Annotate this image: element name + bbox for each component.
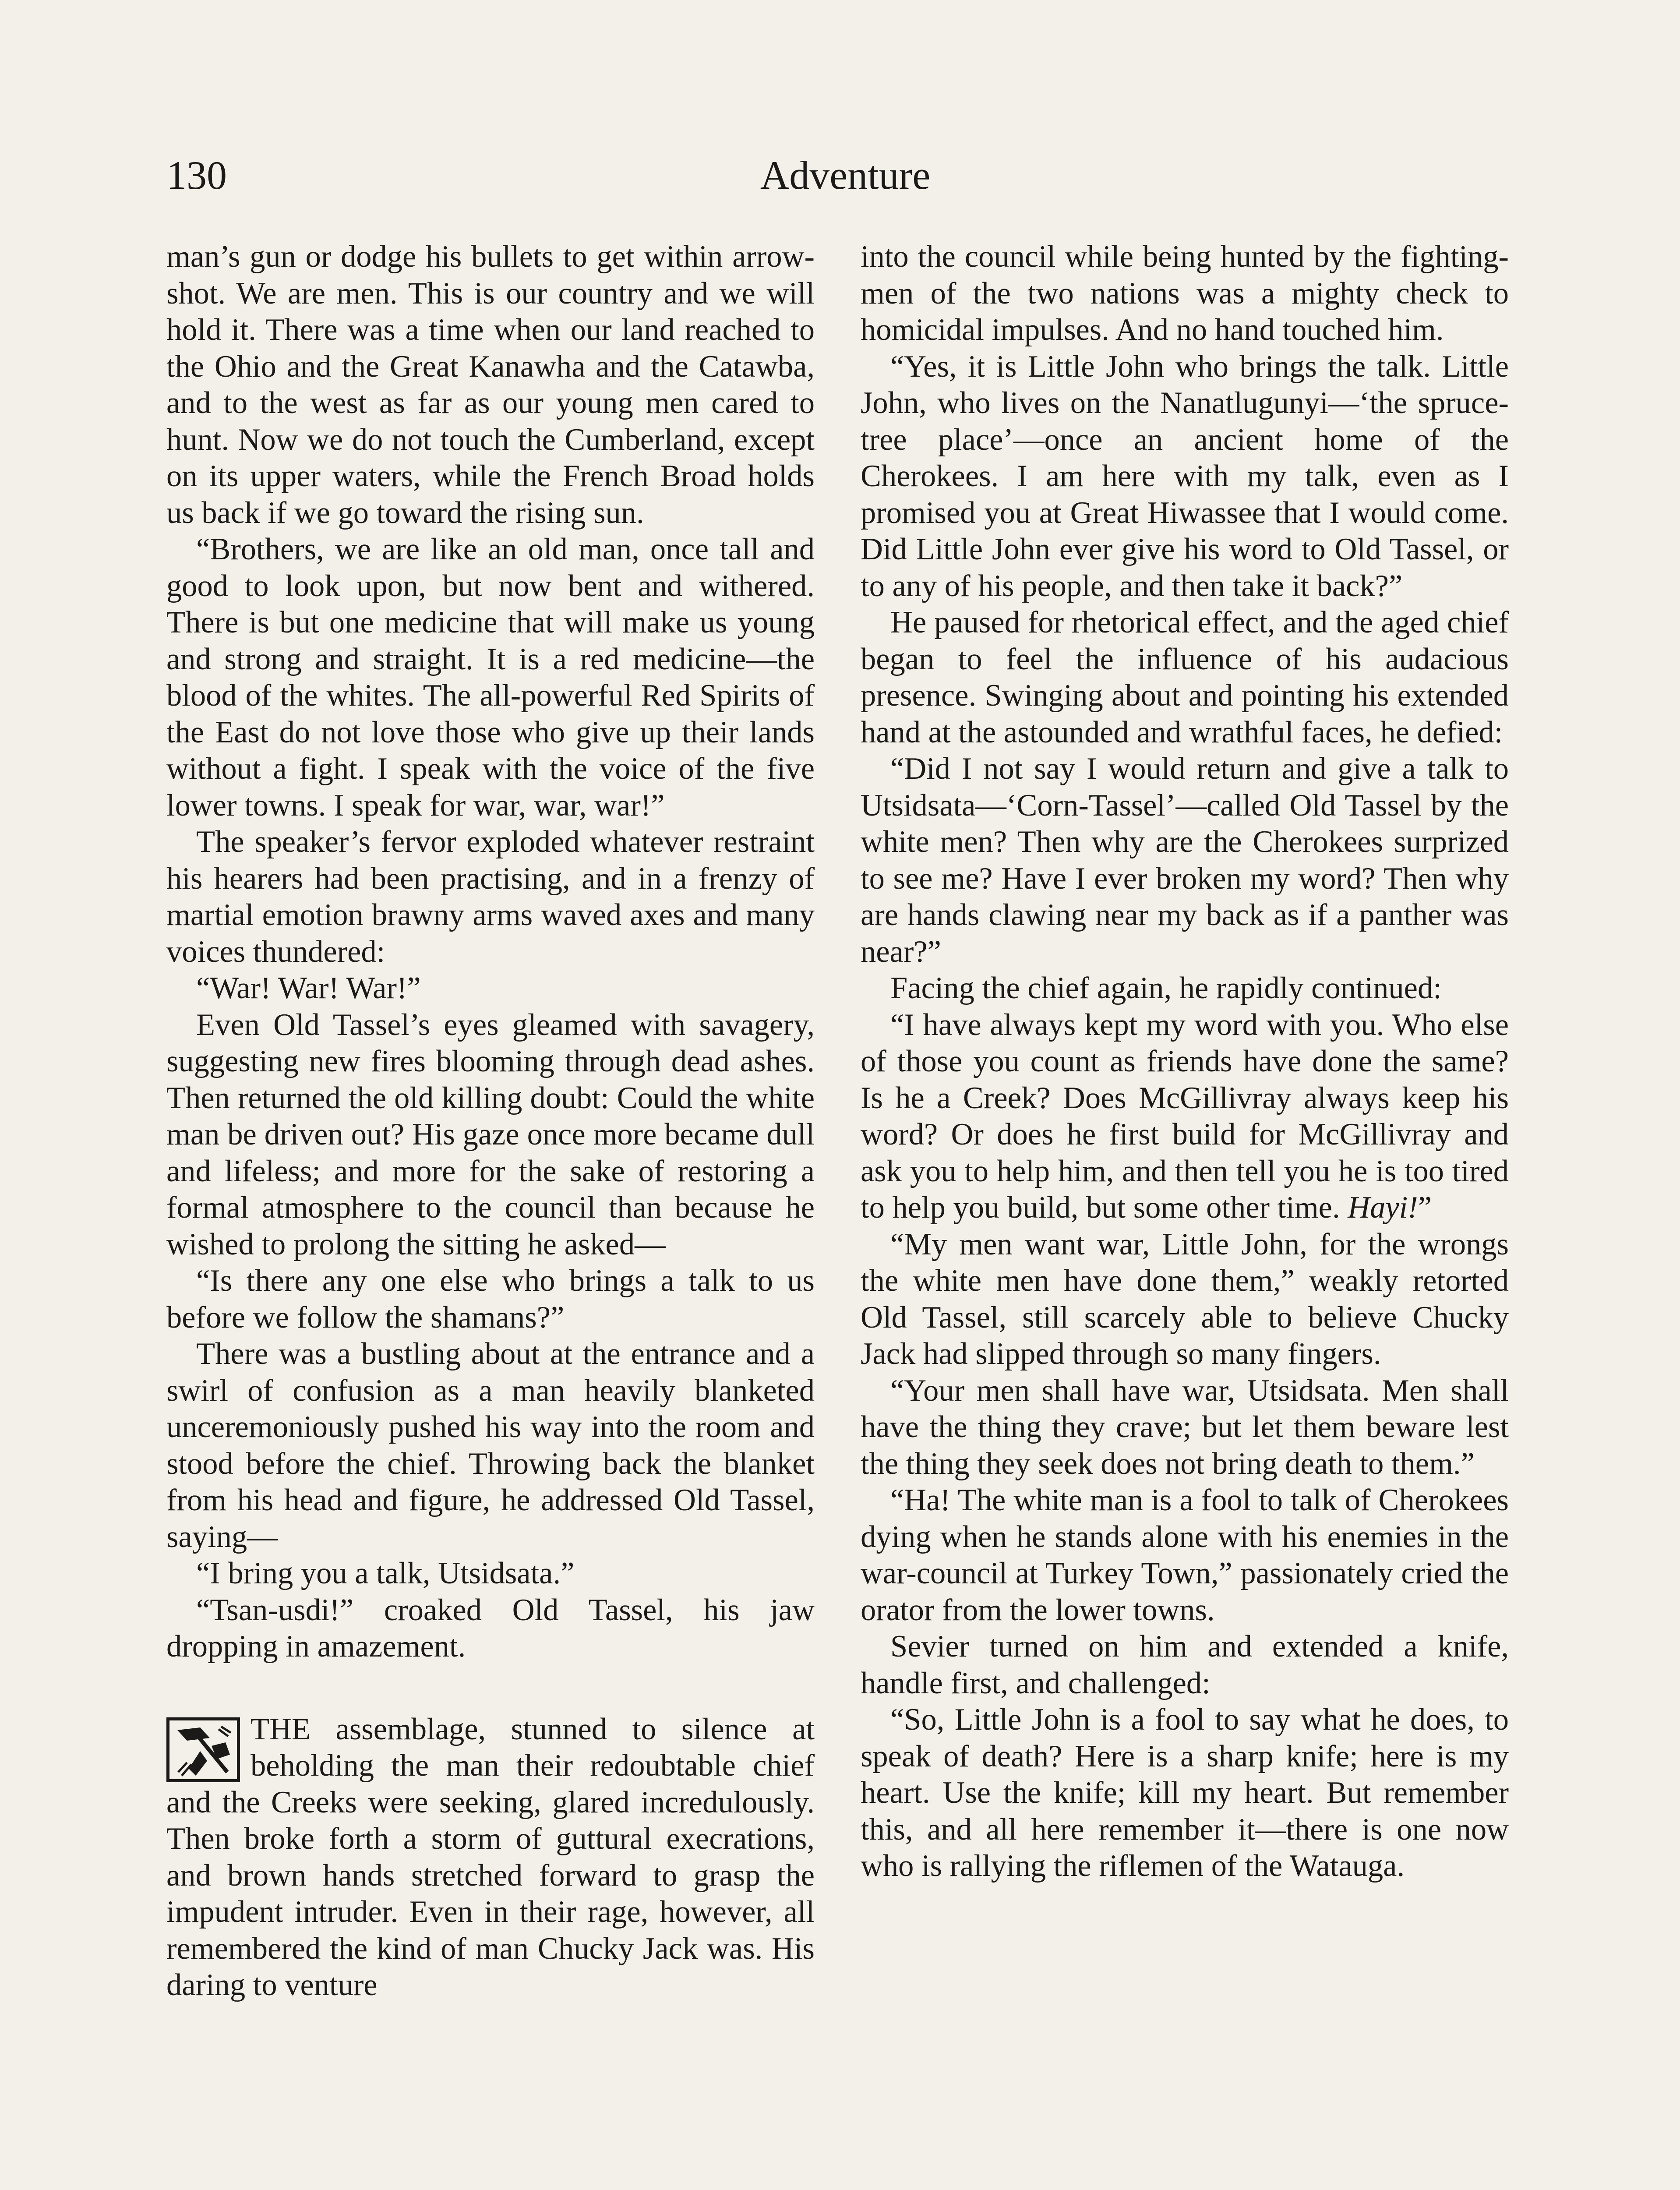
paragraph: Facing the chief again, he rapidly continued: (890, 971, 1442, 1005)
paragraph: “I bring you a talk, Utsidsata.” (196, 1556, 575, 1590)
paragraph (861, 1007, 1509, 1226)
left-column (166, 239, 815, 2004)
right-column (861, 239, 1509, 1885)
paragraph: man’s gun or dodge his bullets to get within arrow-shot. We are men. This is our country and we will hold it. There was a time when our land reached to the Ohio and the Great Kanawha and the Catawba, and to the west as far as our young men cared to hunt. Now we do not touch the Cumberland, except on its upper waters, while the French Broad holds us back if we go toward the rising sun. (166, 240, 815, 530)
paragraph: The speaker’s fervor exploded whatever restraint his hearers had been practising, and in a frenzy of martial emotion brawny arms waved axes and many voices thundered: (166, 825, 815, 969)
paragraph: “War! War! War!” (196, 971, 421, 1005)
paragraph: “Your men shall have war, Utsidsata. Men shall have the thing they crave; but let them beware lest the thing they seek does not bring death to them.” (861, 1373, 1509, 1481)
paragraph: “My men want war, Little John, for the wrongs the white men have done them,” weakly retorted Old Tassel, still scarcely able to believe Chucky Jack had slipped through so many fingers. (861, 1227, 1509, 1371)
paragraph-text: THE assemblage, stunned to silence at beholding the man their redoubtable chief and the Creeks were seeking, glared incredulously. Then broke forth a storm of guttural execrations, and brown hands stretched forward to grasp the impudent intruder. Even in their rage, however, all remembered the kind of man Chucky Jack was. His daring to venture (166, 1712, 815, 2002)
paragraph: “Did I not say I would return and give a talk to Utsidsata—‘Corn-Tassel’—called Old Tassel by the white men? Then why are the Cherokees surprized to see me? Have I ever broken my word? Then why are hands clawing near my back as if a panther was near?” (861, 752, 1509, 969)
woodcut-tomahawk-graphic (169, 1720, 237, 1779)
italic-word: Hayi! (1348, 1190, 1418, 1225)
paragraph: “Yes, it is Little John who brings the talk. Little John, who lives on the Nanatlugunyi—‘the spruce-tree place’—once an ancient home of the Cherokees. I am here with my talk, even as I promised you at Great Hiwassee that I would come. Did Little John ever give his word to Old Tassel, or to any of his people, and then take it back?” (861, 349, 1509, 603)
page-number: 130 (166, 153, 227, 198)
paragraph: He paused for rhetorical effect, and the aged chief began to feel the influence of his audacious presence. Swinging about and pointing his extended hand at the astounded and wrathful faces, he defied: (861, 605, 1509, 749)
paragraph: “Tsan-usdi!” croaked Old Tassel, his jaw dropping in amazement. (166, 1593, 815, 1664)
section-opening-paragraph (166, 1711, 815, 2004)
paragraph: “Is there any one else who brings a talk to us before we follow the shamans?” (166, 1264, 815, 1335)
paragraph: into the council while being hunted by the fighting-men of the two nations was a mighty check to homicidal impulses. And no hand touched him. (861, 240, 1509, 347)
page-header (166, 145, 1524, 206)
woodcut-tomahawk-icon (166, 1717, 240, 1782)
paragraph: Even Old Tassel’s eyes gleamed with savagery, suggesting new fires blooming through dead ashes. Then returned the old killing doubt: Could the white man be driven out? His gaze once more became dull and lifeless; and more for the sake of restoring a formal atmosphere to the council than because he wished to prolong the sitting he asked— (166, 1007, 815, 1261)
running-title: Adventure (760, 153, 931, 198)
paragraph-text-end: ” (1418, 1190, 1432, 1225)
paragraph: “Ha! The white man is a fool to talk of Cherokees dying when he stands alone with his enemies in the war-council at Turkey Town,” passionately cried the orator from the lower towns. (861, 1483, 1509, 1627)
paragraph-text: “I have always kept my word with you. Who else of those you count as friends have done the same? Is he a Creek? Does McGillivray always keep his word? Or does he first build for McGillivray and ask you to help him, and then tell you he is too tired to help you build, but some other time. (861, 1007, 1509, 1225)
paragraph: Sevier turned on him and extended a knife, handle first, and challenged: (861, 1629, 1509, 1700)
paragraph: There was a bustling about at the entrance and a swirl of confusion as a man heavily blanketed unceremoniously pushed his way into the room and stood before the chief. Throwing back the blanket from his head and figure, he addressed Old Tassel, saying— (166, 1337, 815, 1554)
paragraph: “Brothers, we are like an old man, once tall and good to look upon, but now bent and withered. There is but one medicine that will make us young and strong and straight. It is a red medicine—the blood of the whites. The all-powerful Red Spirits of the East do not love those who give up their lands without a fight. I speak with the voice of the five lower towns. I speak for war, war, war!” (166, 532, 815, 823)
paragraph: “So, Little John is a fool to say what he does, to speak of death? Here is a sharp knife; here is my heart. Use the knife; kill my heart. But remember this, and all here remember it—there is one now who is rallying the riflemen of the Watauga. (861, 1703, 1509, 1883)
